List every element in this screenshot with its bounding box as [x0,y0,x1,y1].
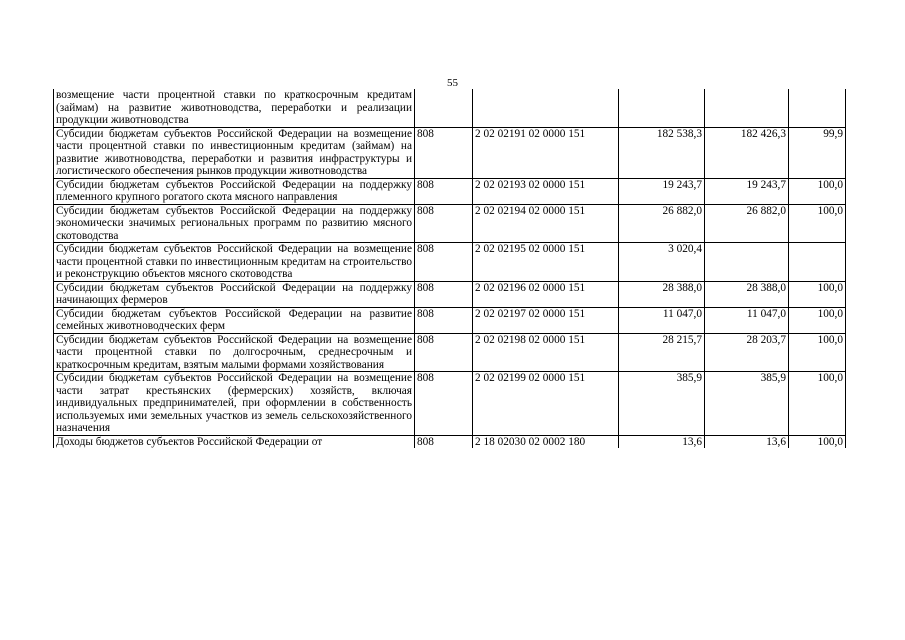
row-admin-code: 808 [415,178,473,204]
row-percent: 100,0 [789,281,846,307]
row-actual-amount: 28 388,0 [705,281,789,307]
row-description: Субсидии бюджетам субъектов Российской Федерации на возмещение части затрат крестьянских (фермерских) хозяйств, включая индивидуальных предпринимателей, при оформлении в собственность используемых ими земельных участков из земель сельскохозяйственного назначения [54,372,415,436]
row-budget-code: 2 02 02191 02 0000 151 [473,127,619,178]
row-budget-code: 2 02 02197 02 0000 151 [473,307,619,333]
row-admin-code: 808 [415,372,473,436]
table-row [54,281,846,307]
row-budget-code: 2 02 02196 02 0000 151 [473,281,619,307]
table-row [54,333,846,372]
row-admin-code: 808 [415,307,473,333]
page-number: 55 [447,77,458,89]
row-actual-amount: 19 243,7 [705,178,789,204]
row-admin-code: 808 [415,435,473,448]
row-percent: 100,0 [789,372,846,436]
row-percent: 100,0 [789,333,846,372]
row-actual-amount: 11 047,0 [705,307,789,333]
row-actual-amount: 385,9 [705,372,789,436]
row-percent [789,243,846,282]
row-planned-amount: 13,6 [619,435,705,448]
row-budget-code [473,89,619,127]
row-admin-code: 808 [415,127,473,178]
row-planned-amount: 3 020,4 [619,243,705,282]
row-budget-code: 2 02 02198 02 0000 151 [473,333,619,372]
row-budget-code: 2 02 02193 02 0000 151 [473,178,619,204]
row-admin-code [415,89,473,127]
row-description: Субсидии бюджетам субъектов Российской Федерации на поддержку племенного крупного рогатого скота мясного направления [54,178,415,204]
row-planned-amount: 26 882,0 [619,204,705,243]
row-actual-amount: 26 882,0 [705,204,789,243]
row-actual-amount: 182 426,3 [705,127,789,178]
row-actual-amount: 28 203,7 [705,333,789,372]
table-row [54,178,846,204]
row-description: возмещение части процентной ставки по краткосрочным кредитам (займам) на развитие животноводства, переработки и реализации продукции животноводства [54,89,415,127]
row-planned-amount: 19 243,7 [619,178,705,204]
row-description: Субсидии бюджетам субъектов Российской Федерации на поддержку экономически значимых региональных программ по развитию мясного скотоводства [54,204,415,243]
row-budget-code: 2 02 02199 02 0000 151 [473,372,619,436]
table-row [54,89,846,127]
row-planned-amount: 28 388,0 [619,281,705,307]
row-admin-code: 808 [415,333,473,372]
table-row [54,435,846,448]
row-admin-code: 808 [415,204,473,243]
row-description: Субсидии бюджетам субъектов Российской Федерации на поддержку начинающих фермеров [54,281,415,307]
table-row [54,372,846,436]
table-row [54,204,846,243]
row-planned-amount: 385,9 [619,372,705,436]
row-actual-amount [705,89,789,127]
row-percent: 99,9 [789,127,846,178]
row-description: Субсидии бюджетам субъектов Российской Федерации на возмещение части процентной ставки по инвестиционным кредитам на строительство и реконструкцию объектов мясного скотоводства [54,243,415,282]
row-description: Субсидии бюджетам субъектов Российской Федерации на развитие семейных животноводческих ферм [54,307,415,333]
table-row [54,243,846,282]
row-budget-code: 2 18 02030 02 0002 180 [473,435,619,448]
revenue-table [53,89,846,448]
row-percent: 100,0 [789,204,846,243]
row-actual-amount [705,243,789,282]
row-admin-code: 808 [415,243,473,282]
row-description: Доходы бюджетов субъектов Российской Федерации от [54,435,415,448]
row-percent [789,89,846,127]
row-description: Субсидии бюджетам субъектов Российской Федерации на возмещение части процентной ставки по инвестиционным кредитам (займам) на развитие животноводства, переработки и развития инфраструктуры и логистического обеспечения рынков продукции животноводства [54,127,415,178]
row-percent: 100,0 [789,435,846,448]
table-row [54,127,846,178]
row-percent: 100,0 [789,307,846,333]
table-row [54,307,846,333]
row-planned-amount: 182 538,3 [619,127,705,178]
row-budget-code: 2 02 02194 02 0000 151 [473,204,619,243]
row-budget-code: 2 02 02195 02 0000 151 [473,243,619,282]
row-percent: 100,0 [789,178,846,204]
row-description: Субсидии бюджетам субъектов Российской Федерации на возмещение части процентной ставки по долгосрочным, среднесрочным и краткосрочным кредитам, взятым малыми формами хозяйствования [54,333,415,372]
row-planned-amount [619,89,705,127]
row-planned-amount: 28 215,7 [619,333,705,372]
row-admin-code: 808 [415,281,473,307]
row-planned-amount: 11 047,0 [619,307,705,333]
row-actual-amount: 13,6 [705,435,789,448]
